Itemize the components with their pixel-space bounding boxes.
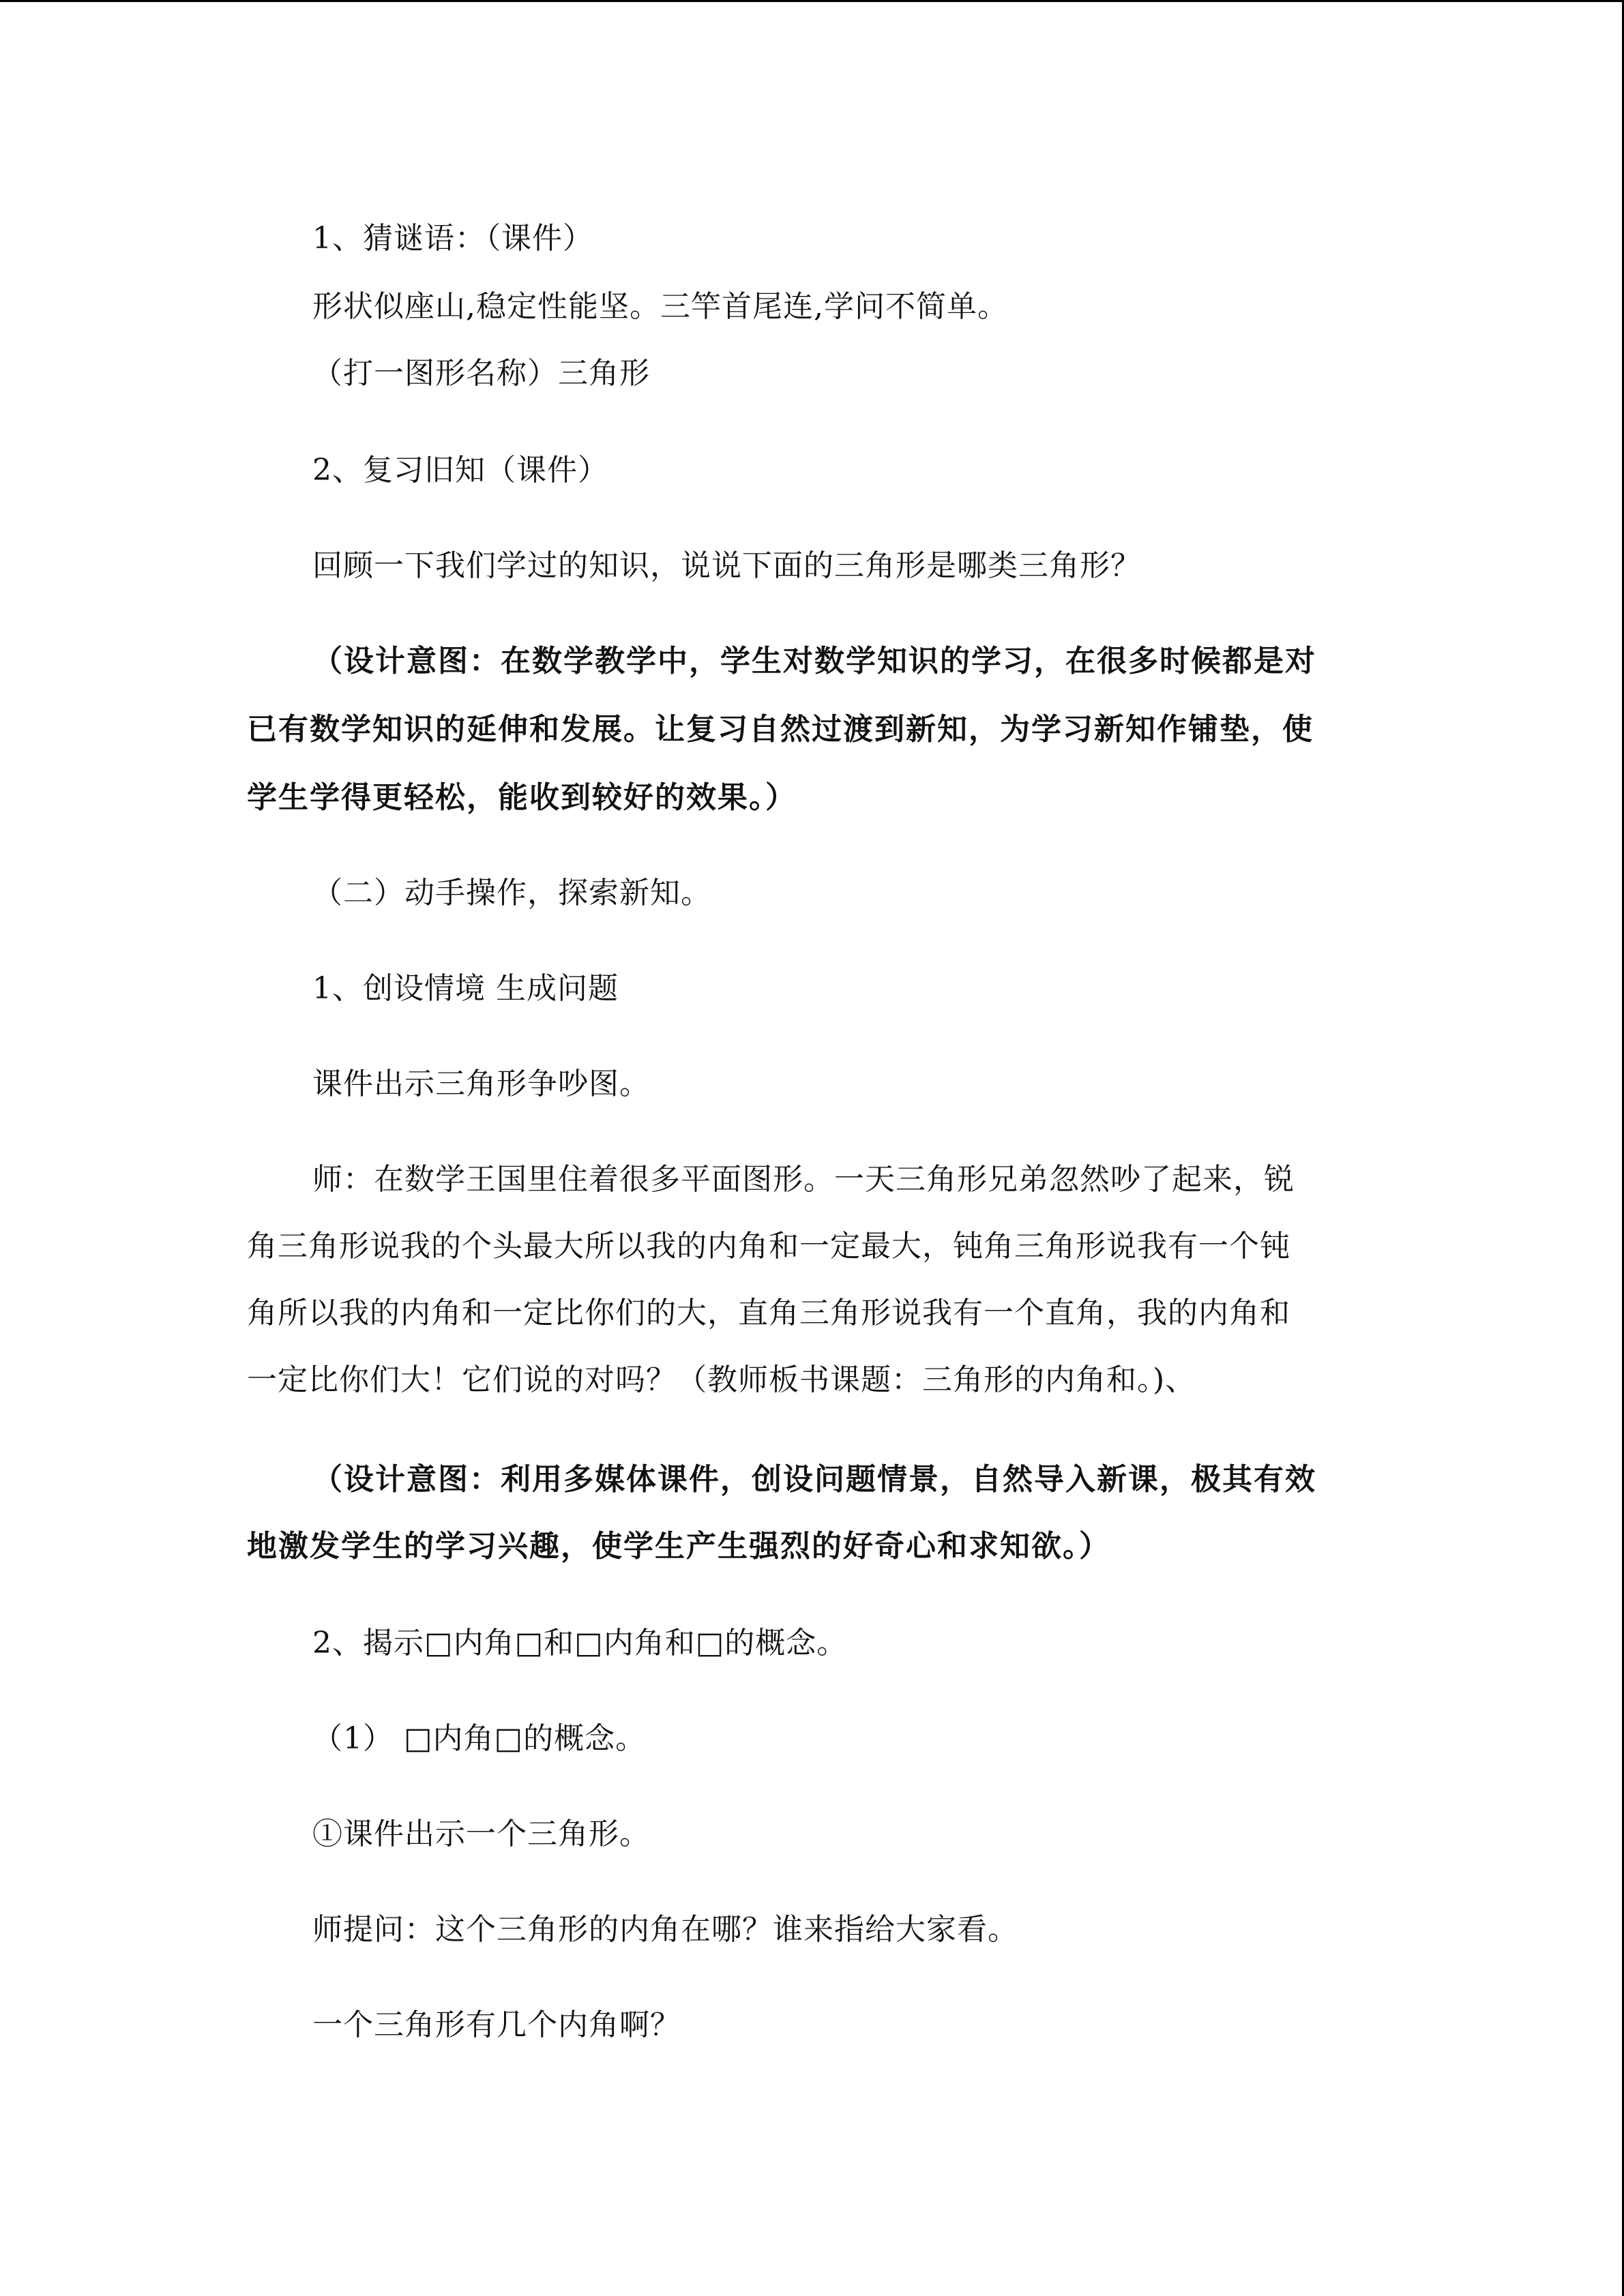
- teacher-story-line-2: 角三角形说我的个头最大所以我的内角和一定最大，钝角三角形说我有一个钝: [247, 1229, 1290, 1264]
- concept-heading: 2、揭示□内角□和□内角和□的概念。: [312, 1626, 848, 1660]
- concept-subheading: （1） □内角□的概念。: [312, 1721, 647, 1756]
- design-intent-2-line-1: （设计意图：利用多媒体课件，创设问题情景，自然导入新课，极其有效: [312, 1462, 1316, 1497]
- riddle-text: 形状似座山,稳定性能坚。三竿首尾连,学问不简单。: [312, 289, 1008, 324]
- courseware-triangle: ①课件出示一个三角形。: [312, 1817, 650, 1851]
- section-two-heading: （二）动手操作，探索新知。: [312, 876, 711, 910]
- riddle-answer: （打一图形名称）三角形: [312, 356, 650, 391]
- design-intent-2-line-2: 地激发学生的学习兴趣，使学生产生强烈的好奇心和求知欲。）: [247, 1529, 1110, 1564]
- teacher-story-line-3: 角所以我的内角和一定比你们的大，直角三角形说我有一个直角，我的内角和: [247, 1296, 1290, 1330]
- situation-heading: 1、创设情境 生成问题: [312, 971, 619, 1006]
- teacher-story-line-1: 师：在数学王国里住着很多平面图形。一天三角形兄弟忽然吵了起来，锐: [312, 1162, 1295, 1197]
- design-intent-1-line-2: 已有数学知识的延伸和发展。让复习自然过渡到新知，为学习新知作铺垫，使: [247, 712, 1314, 747]
- design-intent-1-line-1: （设计意图：在数学教学中，学生对数学知识的学习，在很多时候都是对: [312, 644, 1316, 679]
- riddle-heading: 1、猜谜语：（课件）: [312, 221, 593, 256]
- teacher-story-line-4: 一定比你们大！它们说的对吗？（教师板书课题：三角形的内角和。)、: [247, 1362, 1196, 1397]
- review-question: 回顾一下我们学过的知识，说说下面的三角形是哪类三角形？: [312, 548, 1141, 583]
- courseware-note: 课件出示三角形争吵图。: [312, 1067, 650, 1101]
- interior-angle-question: 一个三角形有几个内角啊？: [312, 2008, 681, 2042]
- teacher-question: 师提问：这个三角形的内角在哪？谁来指给大家看。: [312, 1912, 1018, 1947]
- review-heading: 2、复习旧知（课件）: [312, 453, 608, 488]
- design-intent-1-line-3: 学生学得更轻松，能收到较好的效果。）: [247, 780, 797, 815]
